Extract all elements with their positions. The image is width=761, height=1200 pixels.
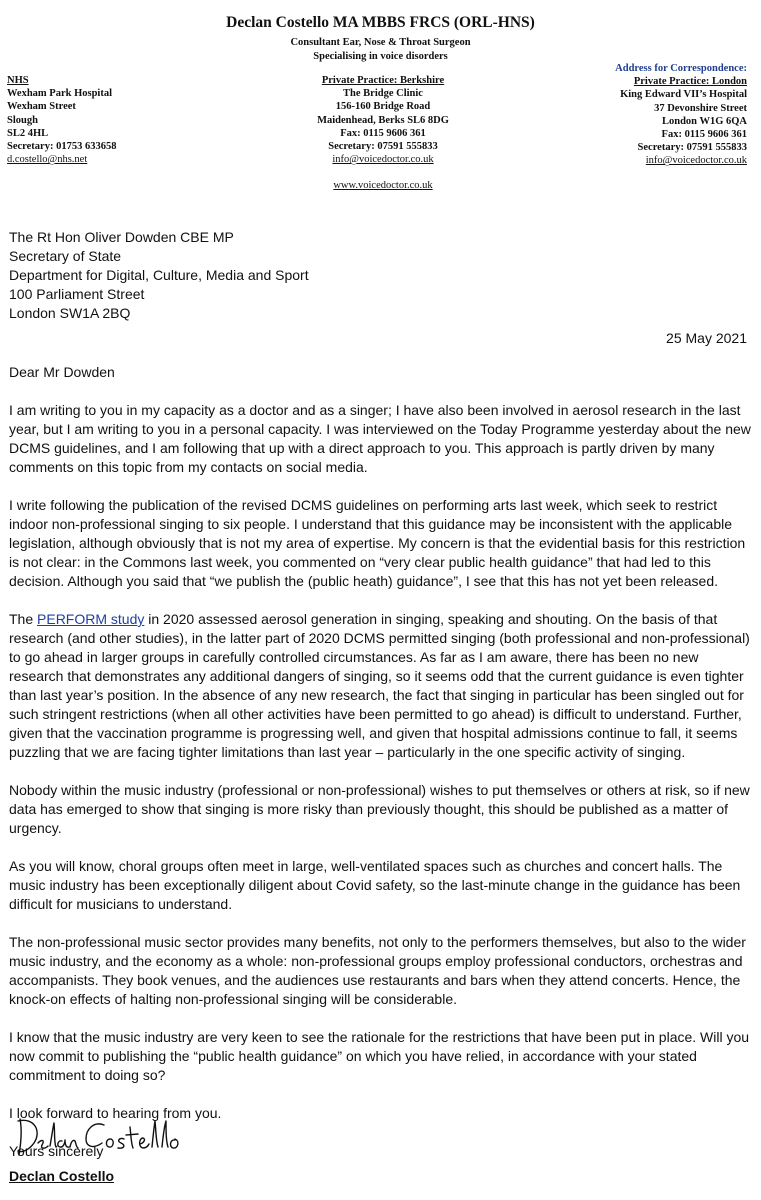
salutation: Dear Mr Dowden [9,364,115,380]
address-line: The Bridge Clinic [343,88,423,100]
secretary-phone: Secretary: 01753 633658 [7,141,117,153]
recipient-line: Department for Digital, Culture, Media and Sport [9,267,309,283]
berkshire-heading: Private Practice: Berkshire [321,75,445,86]
address-line: Slough [7,114,38,126]
paragraph-text: The [9,611,38,627]
nhs-address-block [7,74,116,166]
paragraph: The non-professional music sector provides many benefits, not only to the performers themselves, but also to the wider music industry, and the economy as a whole: non-professional groups employ professional conductors, orchestras and accompanists. They book venues, and the audiences use restaurants and bars when they attend concerts. Hence, the knock-on effects of halting non-professional singing will be considerable. [9,934,746,1007]
address-line: King Edward VII’s Hospital [620,89,747,101]
correspondence-label: Address for Correspondence: [615,63,747,74]
address-line: Maidenhead, Berks SL6 8DG [317,114,449,126]
london-email-link[interactable]: info@voicedoctor.co.uk [645,155,747,167]
signatory-name: Declan Costello [9,1168,115,1184]
fax-number: Fax: 0115 9606 361 [661,129,747,141]
letterhead-name: Declan Costello MA MBBS FRCS (ORL-HNS) [226,14,535,31]
address-line: Wexham Street [7,101,76,113]
address-line: 37 Devonshire Street [654,102,747,114]
paragraph: I know that the music industry are very keen to see the rationale for the restrictions that have been put in place. Will you now commit to publishing the “public health guidance” on which you have relied, in accordance with your stated commitment to doing so? [9,1029,750,1083]
address-line: Wexham Park Hospital [7,88,113,100]
handwritten-signature [12,1113,192,1161]
paragraph: As you will know, choral groups often meet in large, well-ventilated spaces such as churches and concert halls. The music industry has been exceptionally diligent about Covid safety, so the last-minute change in the guidance has been difficult for musicians to understand. [9,858,741,912]
paragraph: I look forward to hearing from you. [9,1105,222,1121]
london-heading: Private Practice: London [633,76,747,88]
letter-body [9,363,751,1180]
nhs-email-link[interactable]: d.costello@nhs.net [7,154,88,166]
paragraph: Nobody within the music industry (professional or non-professional) wishes to put themselves or others at risk, so if new data has emerged to show that singing is more risky than previously thought, this should be published as a matter of urgency. [9,782,750,836]
secretary-phone: Secretary: 07591 555833 [328,141,438,153]
address-line: 156-160 Bridge Road [335,101,431,113]
letterhead-specialism: Specialising in voice disorders [313,51,448,62]
letter-date: 25 May 2021 [666,330,747,346]
fax-number: Fax: 0115 9606 361 [340,127,426,139]
berkshire-address-block [258,74,508,166]
paragraph: I am writing to you in my capacity as a doctor and as a singer; I have also been involved in aerosol research in the last year, but I am writing to you in a personal capacity. I was interviewed on the Today Programme yesterday about the new DCMS guidelines, and I am following that up with a direct approach to you. This approach is partly driven by many comments on this topic from my contacts on social media. [9,402,751,475]
paragraph-text: in 2020 assessed aerosol generation in singing, speaking and shouting. On the basis of that research (and other studies), in the latter part of 2020 DCMS permitted singing (both professional and non-professional) to go ahead in larger groups in carefully controlled circumstances. As far as I am aware, there has been no new research that demonstrates any additional dangers of singing, so it seems odd that the current guidance is even tighter than last year’s position. In the absence of any new research, the fact that singing in particular has been singled out for such stringent restrictions (when all other activities have been permitted to go ahead) is difficult to understand. Further, given that the vaccination programme is progressing well, and given that hospital admissions continue to fall, it seems puzzling that we are facing tighter limitations than last year – particularly in the one specific activity of singing. [9,611,750,760]
letterhead-role: Consultant Ear, Nose & Throat Surgeon [290,37,471,48]
perform-study-link[interactable]: PERFORM study [37,611,145,627]
nhs-heading: NHS [7,75,29,86]
london-address-block [615,62,747,168]
secretary-phone: Secretary: 07591 555833 [637,142,747,154]
recipient-line: Secretary of State [9,248,122,264]
recipient-line: The Rt Hon Oliver Dowden CBE MP [9,229,234,245]
website-link[interactable]: www.voicedoctor.co.uk [333,180,433,191]
address-line: London W1G 6QA [662,115,747,127]
berkshire-email-link[interactable]: info@voicedoctor.co.uk [332,154,434,166]
paragraph: I write following the publication of the revised DCMS guidelines on performing arts last week, which seek to restrict indoor non-professional singing to six people. I understand that this guidance may be inconsistent with the applicable legislation, although obviously that is not my area of expertise. My concern is that the evidential basis for this restriction is not clear: in the Commons last week, you commented on “very clear public health guidance” that had led to this decision. Although you said that “we publish the (public heath) guidance”, I see that this has not yet been released. [9,497,746,589]
recipient-line: 100 Parliament Street [9,286,145,302]
recipient-address [9,228,309,323]
recipient-line: London SW1A 2BQ [9,305,131,321]
paragraph [9,610,751,762]
address-line: SL2 4HL [7,127,49,139]
closing: Yours sincerely [9,1143,104,1159]
